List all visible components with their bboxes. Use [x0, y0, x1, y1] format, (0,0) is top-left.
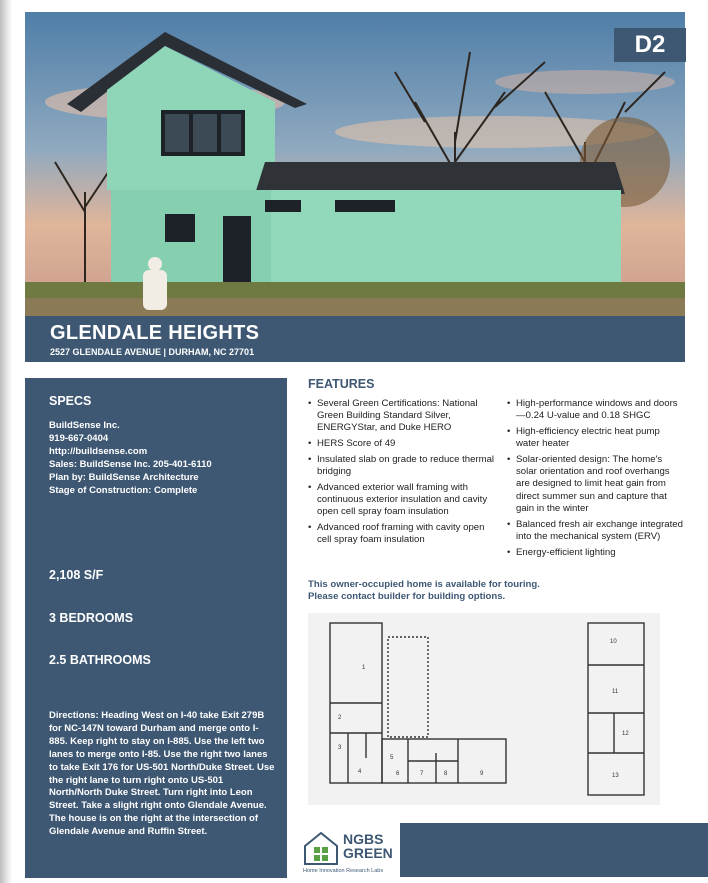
ngbs-line2: GREEN: [343, 845, 393, 861]
specs-panel: [25, 378, 287, 878]
features-list-right: [507, 398, 685, 562]
feature-item: • High-performance windows and doors—0.24 U-value and 0.18 SHGC: [507, 398, 685, 422]
feature-item: • HERS Score of 49: [308, 438, 500, 450]
floor-plan-drawing: [308, 613, 660, 805]
builder-phone: 919-667-0404: [49, 432, 109, 444]
construction-stage: Stage of Construction: Complete: [49, 484, 198, 496]
bedrooms: 3 BEDROOMS: [49, 611, 134, 625]
builder-website[interactable]: http://buildsense.com: [49, 445, 148, 457]
ngbs-line1: NGBS: [343, 831, 384, 847]
ngbs-wordmark: [343, 832, 393, 860]
feature-item: • Insulated slab on grade to reduce thermal bridging: [308, 454, 500, 478]
builder-name: BuildSense Inc.: [49, 420, 120, 431]
room-label: 12: [622, 731, 629, 737]
owner-note-line: Please contact builder for building options.: [308, 591, 506, 603]
sales-contact: Sales: BuildSense Inc. 205-401-6110: [49, 458, 212, 470]
room-label: 3: [338, 745, 342, 751]
room-label: 6: [396, 771, 400, 777]
room-label: 1: [362, 665, 366, 671]
room-label: 13: [612, 773, 619, 779]
feature-item: • Solar-oriented design: The home's solar orientation and roof overhangs are designed to limit heat gain from direct summer sun and capture that gain in the winter: [507, 454, 685, 515]
title-bar: [25, 316, 685, 362]
feature-item: • Energy-efficient lighting: [507, 547, 685, 559]
specs-heading: SPECS: [49, 394, 92, 408]
feature-item: • Several Green Certifications: National Green Building Standard Silver, ENERGYStar, and Duke HERO: [308, 398, 500, 435]
room-label: 8: [444, 771, 448, 777]
page-edge-shadow: [0, 0, 12, 883]
room-label: 10: [610, 639, 617, 645]
tour-badge: D2: [614, 28, 686, 62]
room-label: 7: [420, 771, 424, 777]
features-list-left: [308, 398, 500, 550]
house-photo: [25, 12, 685, 316]
ngbs-green-logo: [303, 830, 398, 876]
upper-floor-outline: [588, 623, 644, 795]
room-label: 9: [480, 771, 484, 777]
plan-by: Plan by: BuildSense Architecture: [49, 471, 199, 483]
room-label: 2: [338, 715, 342, 721]
room-label: 4: [358, 769, 362, 775]
patio-outline: [388, 637, 428, 737]
directions: Directions: Heading West on I-40 take Exit 279B for NC-147N toward Durham and merge onto I-885. Keep right to stay on I-885. Use the left two lanes to merge onto I-85. Use the right two lanes to take Exit 176 for US-501 North/Duke Street. Use the right lane to turn right onto US-501 North/North Duke Street. Turn right into Leon Street. Take a slight right onto Glendale Avenue. The house is on the right at the intersection of Glendale Avenue and Ruffin Street.: [49, 710, 275, 838]
feature-item: • High-efficiency electric heat pump water heater: [507, 426, 685, 450]
room-label: 5: [390, 755, 394, 761]
floor-plan: [308, 613, 660, 805]
feature-item: • Advanced roof framing with cavity open cell spray foam insulation: [308, 522, 500, 546]
page-title: GLENDALE HEIGHTS: [50, 322, 260, 344]
owner-note-line: This owner-occupied home is available for touring.: [308, 579, 540, 590]
owner-note: [308, 579, 540, 604]
address: 2527 GLENDALE AVENUE | DURHAM, NC 27701: [50, 347, 255, 357]
feature-item: • Advanced exterior wall framing with continuous exterior insulation and cavity open cell spray foam insulation: [308, 482, 500, 519]
feature-item: • Balanced fresh air exchange integrated into the mechanical system (ERV): [507, 519, 685, 543]
bathrooms: 2.5 BATHROOMS: [49, 653, 151, 667]
bottom-accent-bar: [400, 823, 708, 877]
specs-lines: [49, 420, 212, 497]
square-footage: 2,108 S/F: [49, 568, 104, 582]
ngbs-caption: Home Innovation Research Labs: [303, 868, 384, 874]
features-heading: FEATURES: [308, 377, 375, 391]
room-label: 11: [612, 689, 619, 695]
ngbs-house-icon: [303, 830, 339, 866]
